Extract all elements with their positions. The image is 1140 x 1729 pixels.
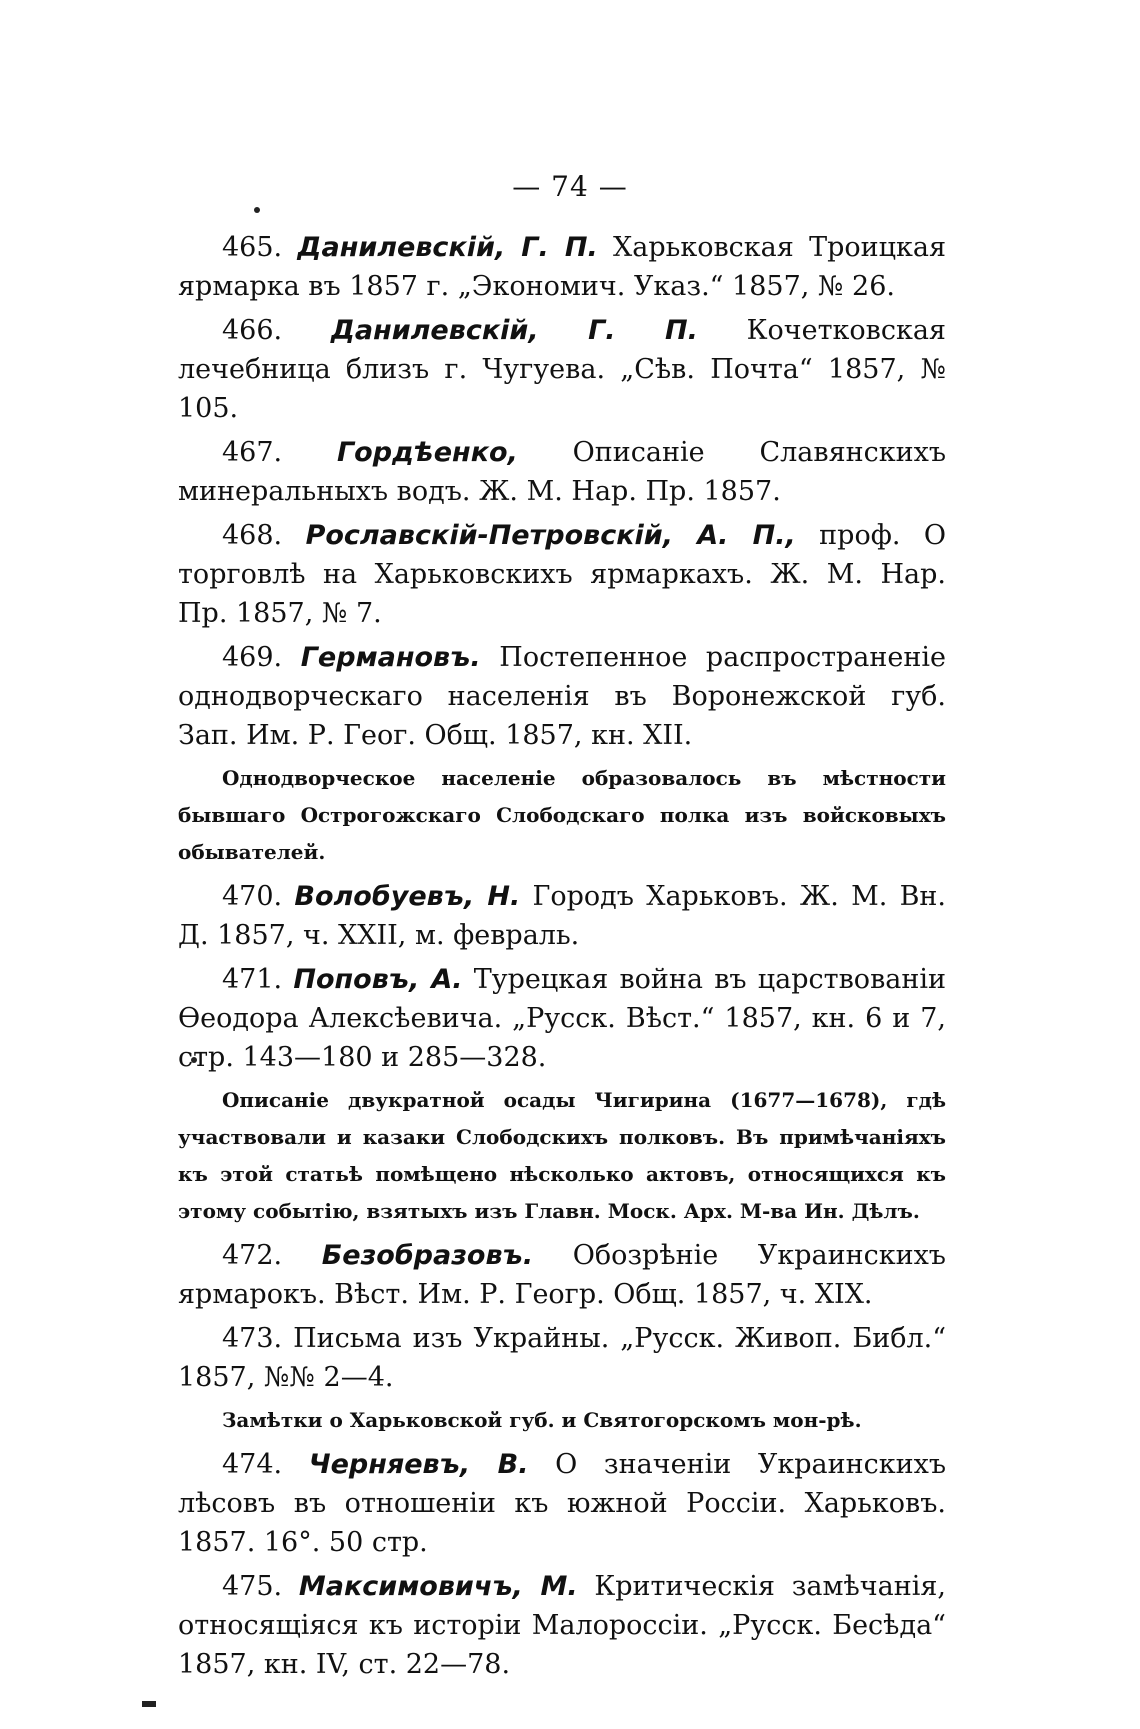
entry-470: [178, 877, 946, 955]
entry-author: Поповъ, А.: [293, 964, 463, 995]
entry-note: Замѣтки о Харьковской губ. и Святогорскомъ мон-рѣ.: [222, 1408, 862, 1432]
entry-467: [178, 433, 946, 511]
bibliography-list: [178, 228, 946, 1689]
entry-469: [178, 638, 946, 755]
stray-dot-mark: [254, 207, 260, 213]
entry-471: [178, 960, 946, 1077]
entry-text: Постепенное распространеніе однодворческаго населенія въ Воронежской губ. Зап. Им. Р. Геог. Общ. 1857, кн. XII.: [178, 642, 946, 751]
entry-473: [178, 1319, 946, 1397]
entry-text: Кочетковская лечебница близъ г. Чугуева. „Сѣв. Почта“ 1857, № 105.: [178, 315, 946, 424]
entry-474: [178, 1445, 946, 1562]
entry-text: О значеніи Украинскихъ лѣсовъ въ отношеніи къ южной Россіи. Харьковъ. 1857. 16°. 50 стр.: [178, 1449, 946, 1558]
entry-note: Описаніе двукратной осады Чигирина (1677—1678), гдѣ участвовали и казаки Слободскихъ полковъ. Въ примѣчаніяхъ къ этой статьѣ помѣщено нѣсколько актовъ, относящихся къ этому событію, взятыхъ изъ Главн. Моск. Арх. М-ва Ин. Дѣлъ.: [178, 1088, 946, 1223]
entry-466: [178, 311, 946, 428]
entry-465: [178, 228, 946, 306]
entry-author: Германовъ.: [300, 642, 481, 673]
stray-ink-mark: [142, 1701, 156, 1707]
entry-author: Данилевскій, Г. П.: [330, 315, 698, 346]
entry-author: Данилевскій, Г. П.: [297, 232, 598, 263]
entry-text: Харьковская Троицкая ярмарка въ 1857 г. „Экономич. Указ.“ 1857, № 26.: [178, 232, 946, 302]
entry-number: 467.: [222, 437, 283, 468]
page-number: — 74 —: [512, 170, 628, 203]
entry-author: Гордѣенко,: [336, 437, 518, 468]
entry-number: 473.: [222, 1323, 283, 1354]
entry-number: 474.: [222, 1449, 283, 1480]
entry-author: Волобуевъ, Н.: [294, 881, 521, 912]
entry-text: Обозрѣніе Украинскихъ ярмарокъ. Вѣст. Им. Р. Геогр. Общ. 1857, ч. XIX.: [178, 1240, 946, 1310]
entry-472: [178, 1236, 946, 1314]
entry-text: Городъ Харьковъ. Ж. М. Вн. Д. 1857, ч. XXII, м. февраль.: [178, 881, 946, 951]
entry-text: Турецкая война въ царствованіи Өеодора Алексѣевича. „Русск. Вѣст.“ 1857, кн. 6 и 7, стр. 143—180 и 285—328.: [178, 964, 946, 1073]
entry-text: Критическія замѣчанія, относящіяся къ исторіи Малороссіи. „Русск. Бесѣда“ 1857, кн. IV, ст. 22—78.: [178, 1571, 946, 1680]
entry-number: 475.: [222, 1571, 283, 1602]
entry-author: Безобразовъ.: [321, 1240, 534, 1271]
entry-number: 470.: [222, 881, 283, 912]
entry-text: Описаніе Славянскихъ минеральныхъ водъ. Ж. М. Нар. Пр. 1857.: [178, 437, 946, 507]
entry-number: 465.: [222, 232, 283, 263]
entry-author: Рославскій-Петровскій, А. П.,: [305, 520, 796, 551]
entry-468: [178, 516, 946, 633]
entry-number: 468.: [222, 520, 283, 551]
entry-text: Письма изъ Украйны. „Русск. Живоп. Библ.“ 1857, №№ 2—4.: [178, 1323, 946, 1393]
entry-475: [178, 1567, 946, 1684]
entry-number: 466.: [222, 315, 283, 346]
entry-note: Однодворческое населеніе образовалось въ мѣстности бывшаго Острогожскаго Слободскаго полка изъ войсковыхъ обывателей.: [178, 766, 946, 864]
entry-author: Черняевъ, В.: [308, 1449, 529, 1480]
entry-author: Максимовичъ, М.: [298, 1571, 578, 1602]
entry-number: 471.: [222, 964, 283, 995]
entry-number: 469.: [222, 642, 283, 673]
entry-number: 472.: [222, 1240, 283, 1271]
entry-text: проф. О торговлѣ на Харьковскихъ ярмаркахъ. Ж. М. Нар. Пр. 1857, № 7.: [178, 520, 946, 629]
